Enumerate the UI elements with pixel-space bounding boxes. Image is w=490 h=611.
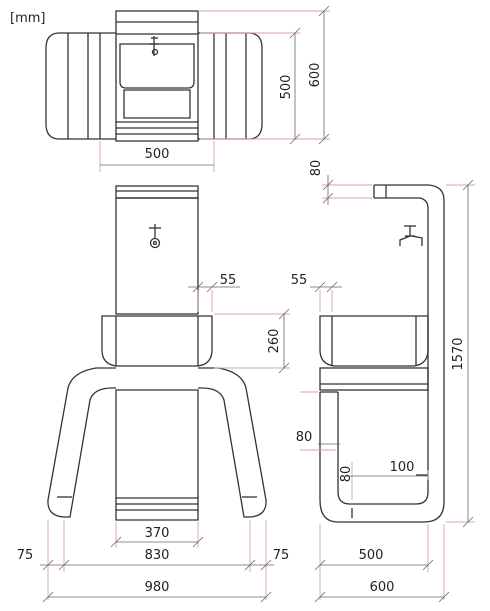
side-depth-outer-label: 600	[369, 580, 395, 595]
top-view	[46, 6, 330, 172]
side-depth-inner-label: 500	[358, 548, 384, 563]
side-view-shelf	[320, 368, 428, 390]
side-view-faucet-icon	[400, 226, 422, 246]
side-step-100-label: 100	[389, 460, 415, 475]
front-offset-label: 55	[219, 273, 237, 288]
front-view-left-leg	[48, 368, 116, 517]
side-step-80-a-label: 80	[295, 430, 313, 445]
front-inner-span-label: 830	[144, 548, 170, 563]
front-basin-height-label: 260	[267, 328, 282, 354]
top-view-left-wing	[46, 33, 116, 139]
side-step-80-b-label: 80	[339, 465, 354, 483]
top-view-right-wing	[198, 33, 262, 139]
top-width-label: 500	[144, 147, 170, 162]
front-view-column	[116, 198, 198, 314]
front-step-width-label: 370	[144, 526, 170, 541]
side-view-column-inner	[338, 198, 428, 504]
side-view	[291, 160, 475, 602]
front-view-basin	[102, 316, 212, 366]
top-depth-inner-label: 500	[279, 74, 294, 100]
front-leg-right-label: 75	[272, 548, 290, 563]
front-view-right-leg	[198, 368, 266, 517]
top-view-faucet-icon	[149, 36, 159, 56]
top-depth-outer-label: 600	[308, 62, 323, 88]
side-top-label: 80	[309, 159, 324, 177]
unit-label: [mm]	[10, 11, 46, 26]
front-view	[17, 186, 290, 602]
front-view-faucet-icon	[149, 224, 161, 248]
side-offset-label: 55	[290, 273, 308, 288]
side-height-label: 1570	[451, 337, 466, 371]
front-view-lower-panel	[116, 390, 198, 520]
front-total-width-label: 980	[144, 580, 170, 595]
side-view-basin	[320, 316, 428, 366]
front-leg-left-label: 75	[16, 548, 34, 563]
